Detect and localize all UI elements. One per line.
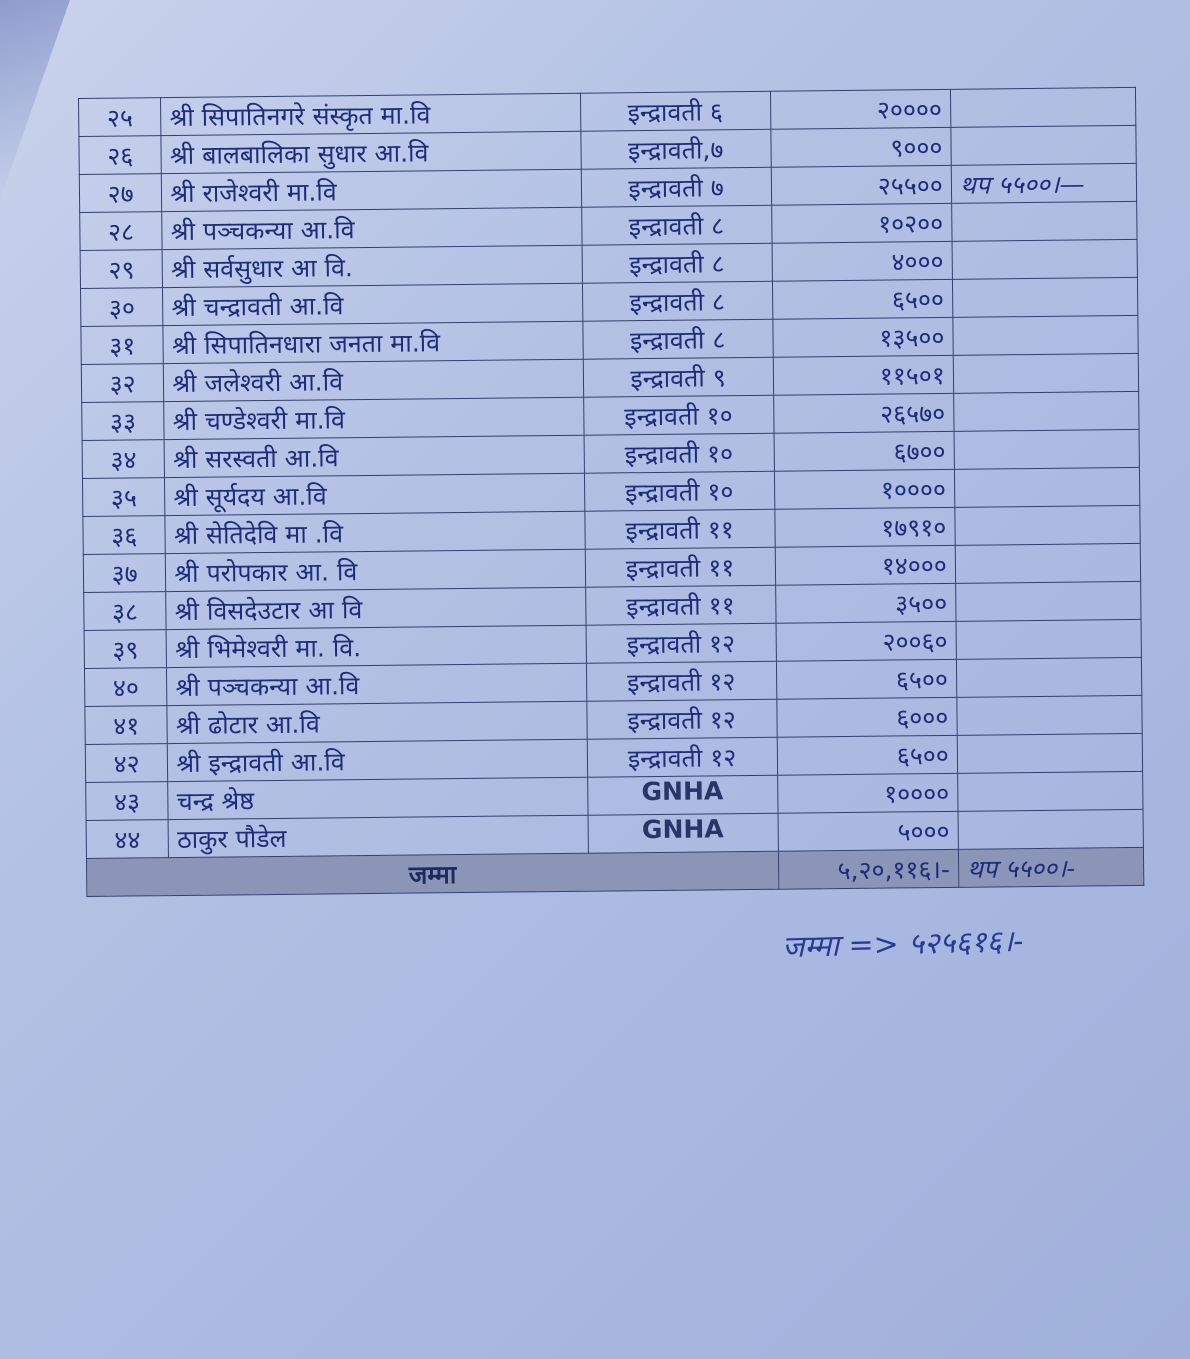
serial-number-cell: ४३ [86, 782, 169, 821]
location-cell: इन्द्रावती १० [584, 433, 775, 473]
school-name-cell: श्री राजेश्वरी मा.वि [162, 169, 581, 211]
note-cell [956, 657, 1142, 697]
school-name-cell: श्री इन्द्रावती आ.वि [168, 739, 587, 781]
school-name-cell: श्री पञ्चकन्या आ.वि [162, 207, 581, 249]
amount-cell: २५५०० [771, 165, 951, 205]
amount-cell: १०२०० [771, 203, 951, 243]
note-cell [951, 125, 1137, 165]
note-cell [953, 391, 1139, 431]
school-name-cell: श्री सिपातिनगरे संस्कृत मा.वि [161, 93, 580, 135]
location-cell: इन्द्रावती १० [584, 471, 775, 511]
location-cell: इन्द्रावती १२ [586, 623, 777, 663]
note-cell [954, 467, 1140, 507]
serial-number-cell: ४२ [85, 744, 168, 783]
serial-number-cell: ४४ [86, 820, 169, 859]
school-name-cell: श्री चण्डेश्वरी मा.वि [164, 397, 583, 439]
location-cell: इन्द्रावती १० [583, 395, 774, 435]
note-cell [957, 695, 1143, 735]
location-cell: इन्द्रावती १२ [586, 661, 777, 701]
serial-number-cell: ४१ [85, 706, 168, 745]
document-sheet [78, 87, 1144, 897]
note-cell [955, 581, 1141, 621]
note-cell [953, 315, 1139, 355]
serial-number-cell: ३३ [82, 402, 165, 441]
amount-cell: ११५०१ [773, 355, 953, 395]
amount-cell: १०००० [774, 469, 954, 509]
serial-number-cell: ३४ [82, 440, 165, 479]
note-cell [955, 543, 1141, 583]
location-cell: इन्द्रावती ८ [581, 205, 772, 245]
serial-number-cell: ३५ [82, 478, 165, 517]
serial-number-cell: ३९ [84, 630, 167, 669]
note-cell [954, 429, 1140, 469]
amount-cell: ९००० [771, 127, 951, 167]
amount-cell: ६७०० [774, 431, 954, 471]
note-cell [955, 505, 1141, 545]
serial-number-cell: ३० [80, 288, 163, 327]
location-cell: इन्द्रावती ११ [584, 509, 775, 549]
serial-number-cell: २५ [79, 98, 162, 137]
school-name-cell: श्री सूर्यदय आ.वि [165, 473, 584, 515]
school-name-cell: श्री सर्वसुधार आ वि. [162, 245, 581, 287]
amount-cell: ६५०० [777, 735, 957, 775]
location-cell: इन्द्रावती ८ [582, 243, 773, 283]
location-cell: GNHA [588, 813, 779, 853]
note-cell [957, 733, 1143, 773]
school-name-cell: श्री सेतिदेवि मा .वि [165, 511, 584, 553]
school-name-cell: श्री पञ्चकन्या आ.वि [167, 663, 586, 705]
location-cell: इन्द्रावती ८ [582, 319, 773, 359]
handwritten-grand-total: जम्मा => ५२५६१६।- [781, 923, 1024, 966]
total-note: थप ५५००।- [958, 847, 1144, 887]
serial-number-cell: ३२ [81, 364, 164, 403]
note-cell [951, 201, 1137, 241]
school-name-cell: श्री विसदेउटार आ वि [166, 587, 585, 629]
location-cell: इन्द्रावती ७ [581, 167, 772, 207]
total-amount: ५,२०,११६।- [778, 849, 958, 889]
location-cell: इन्द्रावती ८ [582, 281, 773, 321]
amount-cell: १७९१० [775, 507, 955, 547]
note-cell [952, 277, 1138, 317]
note-cell: थप ५५००।— [951, 163, 1137, 203]
serial-number-cell: २७ [79, 174, 162, 213]
location-cell: इन्द्रावती १२ [586, 699, 777, 739]
serial-number-cell: ३८ [84, 592, 167, 631]
location-cell: इन्द्रावती,७ [580, 129, 771, 169]
serial-number-cell: ३१ [81, 326, 164, 365]
location-cell: इन्द्रावती १२ [587, 737, 778, 777]
amount-cell: २०००० [770, 89, 950, 129]
amount-cell: २६५७० [773, 393, 953, 433]
school-name-cell: श्री सिपातिनधारा जनता मा.वि [163, 321, 582, 363]
amount-cell: १०००० [777, 773, 957, 813]
amount-cell: १४००० [775, 545, 955, 585]
location-cell: इन्द्रावती ९ [583, 357, 774, 397]
school-name-cell: श्री परोपकार आ. वि [166, 549, 585, 591]
school-name-cell: श्री भिमेश्वरी मा. वि. [166, 625, 585, 667]
amount-cell: ६००० [777, 697, 957, 737]
school-name-cell: श्री बालबालिका सुधार आ.वि [161, 131, 580, 173]
serial-number-cell: २८ [80, 212, 163, 251]
serial-number-cell: ४० [84, 668, 167, 707]
amount-cell: १३५०० [773, 317, 953, 357]
note-cell [950, 87, 1136, 127]
location-cell: इन्द्रावती ६ [580, 91, 771, 131]
school-name-cell: श्री चन्द्रावती आ.वि [163, 283, 582, 325]
serial-number-cell: ३७ [83, 554, 166, 593]
amount-cell: ३५०० [775, 583, 955, 623]
school-name-cell: श्री सरस्वती आ.वि [164, 435, 583, 477]
location-cell: इन्द्रावती ११ [585, 547, 776, 587]
table-body [79, 87, 1144, 896]
serial-number-cell: २६ [79, 136, 162, 175]
total-label: जम्मा [86, 851, 778, 896]
note-cell [953, 353, 1139, 393]
amount-cell: ४००० [772, 241, 952, 281]
note-cell [958, 809, 1144, 849]
allocation-table [78, 87, 1144, 897]
amount-cell: २००६० [776, 621, 956, 661]
school-name-cell: चन्द्र श्रेष्ठ [168, 777, 587, 819]
school-name-cell: श्री ढोटार आ.वि [167, 701, 586, 743]
note-cell [956, 619, 1142, 659]
page-fold-shadow [0, 0, 70, 200]
amount-cell: ६५०० [772, 279, 952, 319]
serial-number-cell: २९ [80, 250, 163, 289]
location-cell: GNHA [587, 775, 778, 815]
amount-cell: ५००० [778, 811, 958, 851]
amount-cell: ६५०० [776, 659, 956, 699]
location-cell: इन्द्रावती ११ [585, 585, 776, 625]
note-cell [952, 239, 1138, 279]
serial-number-cell: ३६ [83, 516, 166, 555]
school-name-cell: श्री जलेश्वरी आ.वि [164, 359, 583, 401]
note-cell [957, 771, 1143, 811]
school-name-cell: ठाकुर पौडेल [168, 815, 587, 857]
